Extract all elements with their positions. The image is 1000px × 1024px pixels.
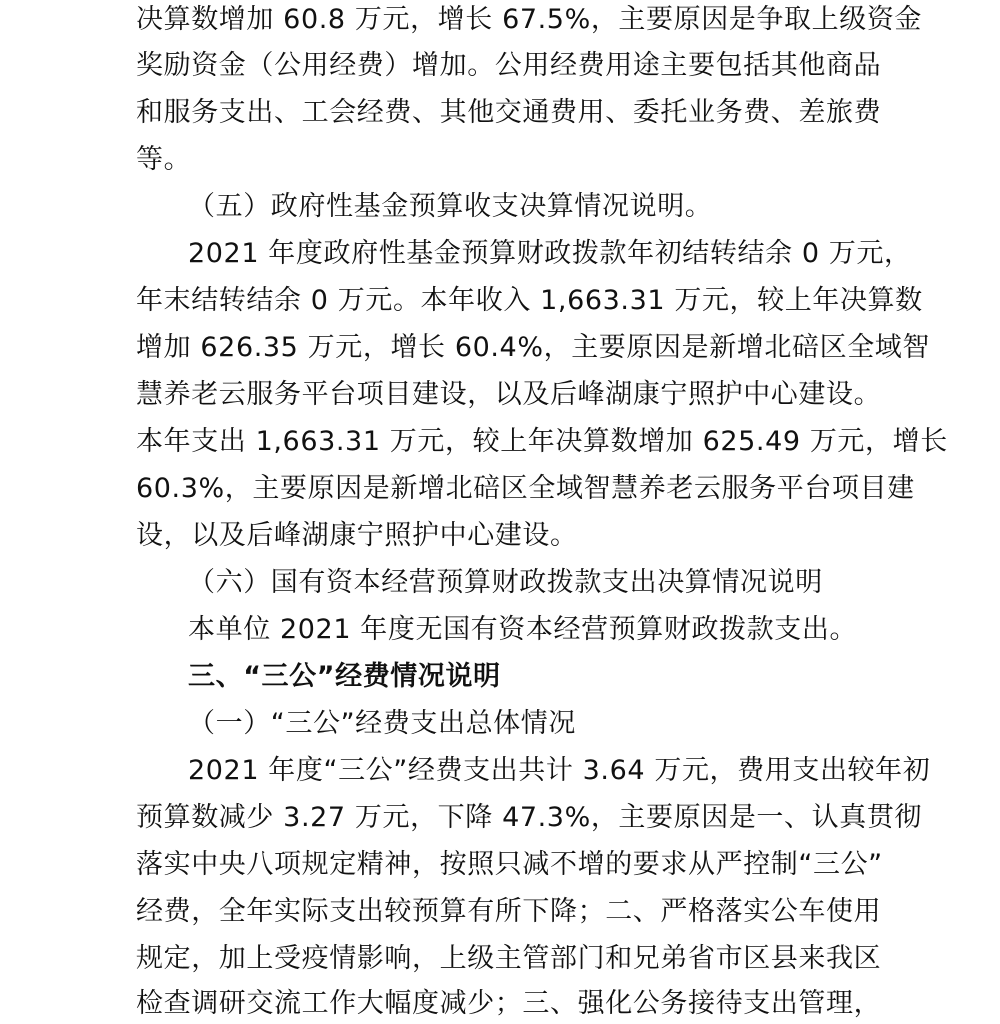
body-text-line: 增加 626.35 万元，增长 60.4%，主要原因是新增北碚区全域智 bbox=[136, 332, 930, 363]
body-text-line: 设，以及后峰湖康宁照护中心建设。 bbox=[136, 520, 578, 551]
body-text-line: 决算数增加 60.8 万元，增长 67.5%，主要原因是争取上级资金 bbox=[136, 4, 923, 35]
section-heading-6: （六）国有资本经营预算财政拨款支出决算情况说明 bbox=[188, 567, 823, 598]
body-text-line: 规定，加上受疫情影响，上级主管部门和兄弟省市区县来我区 bbox=[136, 943, 882, 974]
body-text-line: 检查调研交流工作大幅度减少；三、强化公务接待支出管理， bbox=[136, 988, 882, 1019]
chapter-heading-3: 三、“三公”经费情况说明 bbox=[188, 661, 501, 692]
body-text-line: 奖励资金（公用经费）增加。公用经费用途主要包括其他商品 bbox=[136, 50, 882, 81]
body-text-line: 经费，全年实际支出较预算有所下降；二、严格落实公车使用 bbox=[136, 896, 882, 927]
section-heading-1: （一）“三公”经费支出总体情况 bbox=[188, 708, 576, 739]
body-text-line: 本单位 2021 年度无国有资本经营预算财政拨款支出。 bbox=[188, 614, 858, 645]
body-text-line: 年末结转结余 0 万元。本年收入 1,663.31 万元，较上年决算数 bbox=[136, 285, 923, 316]
body-text-line: 60.3%，主要原因是新增北碚区全域智慧养老云服务平台项目建 bbox=[136, 473, 915, 504]
body-text-line: 慧养老云服务平台项目建设，以及后峰湖康宁照护中心建设。 bbox=[136, 379, 882, 410]
section-heading-5: （五）政府性基金预算收支决算情况说明。 bbox=[188, 191, 713, 222]
body-text-line: 2021 年度“三公”经费支出共计 3.64 万元，费用支出较年初 bbox=[188, 755, 931, 786]
body-text-line: 本年支出 1,663.31 万元，较上年决算数增加 625.49 万元，增长 bbox=[136, 426, 948, 457]
body-text-line: 预算数减少 3.27 万元，下降 47.3%，主要原因是一、认真贯彻 bbox=[136, 802, 923, 833]
body-text-line: 等。 bbox=[136, 144, 192, 175]
body-text-line: 2021 年度政府性基金预算财政拨款年初结转结余 0 万元， bbox=[188, 238, 912, 269]
body-text-line: 落实中央八项规定精神，按照只减不增的要求从严控制“三公” bbox=[136, 849, 883, 880]
body-text-line: 和服务支出、工会经费、其他交通费用、委托业务费、差旅费 bbox=[136, 97, 882, 128]
